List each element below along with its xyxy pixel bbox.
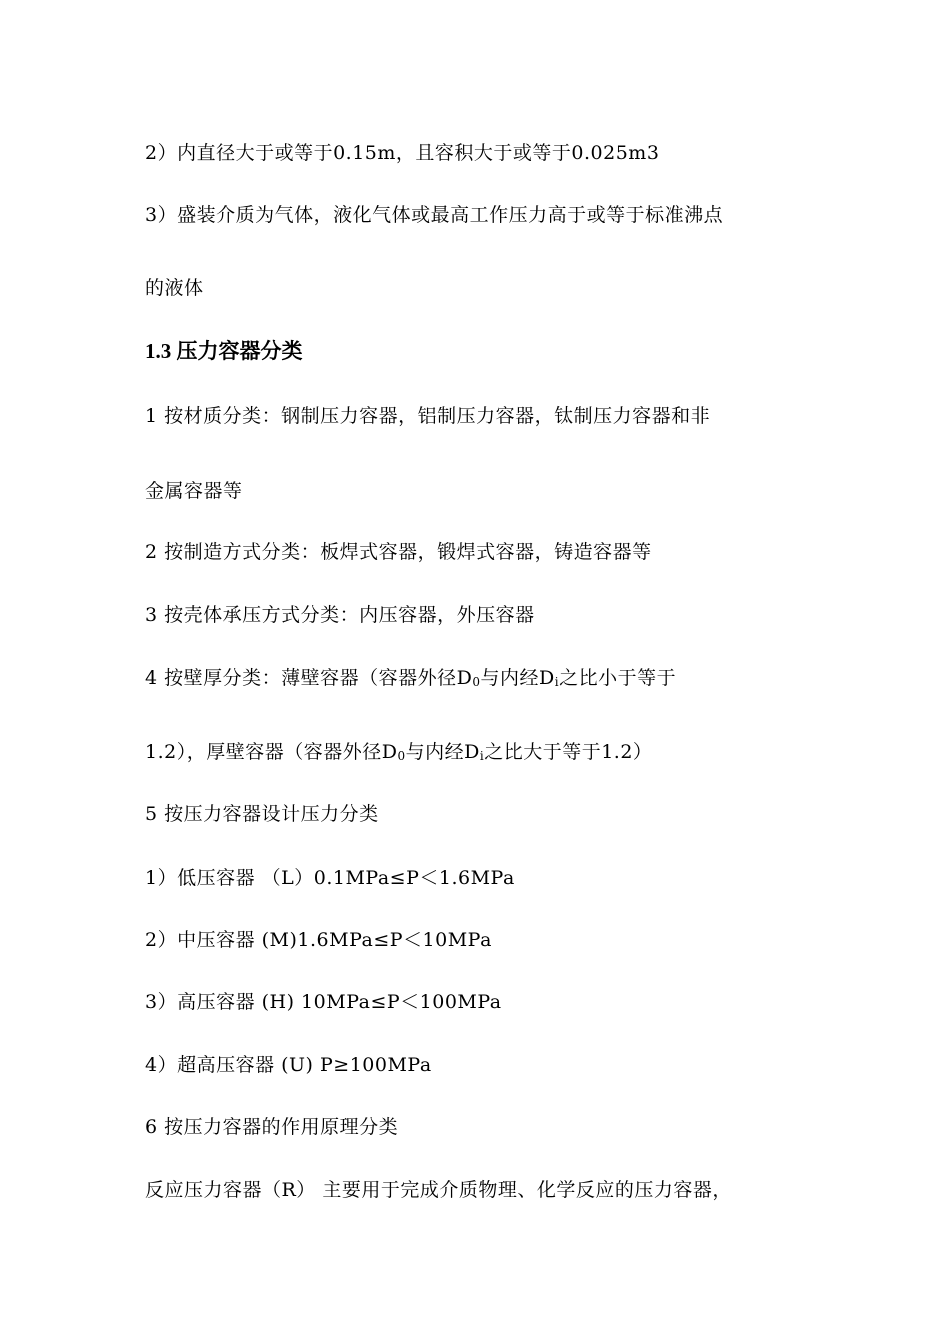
text-segment: 之比小于等于 [559,667,677,689]
text-segment: 1.2），厚壁容器（容器外径 [145,741,382,763]
text-line-medium-pressure: 2）中压容器 (M)1.6MPa≤P＜10MPa [145,929,492,951]
text-line-medium-gas: 3）盛装介质为气体，液化气体或最高工作压力高于或等于标准沸点 [145,204,724,226]
text-line-nonmetal: 金属容器等 [145,480,243,502]
text-line-by-design-pressure: 5 按压力容器设计压力分类 [145,803,379,825]
text-segment: 之比大于等于1.2） [484,741,653,763]
symbol-d: D [381,741,398,763]
text-segment: 与内经 [405,741,465,763]
text-line-inner-diameter: 2）内直径大于或等于0.15m，且容积大于或等于0.025m3 [145,142,660,164]
text-line-reaction-vessel: 反应压力容器（R） 主要用于完成介质物理、化学反应的压力容器， [145,1179,732,1201]
text-line-thick-wall [145,740,652,764]
subscript-0: 0 [472,675,481,689]
text-line-low-pressure: 1）低压容器 （L）0.1MPa≤P＜1.6MPa [145,867,515,889]
text-line-by-principle: 6 按压力容器的作用原理分类 [145,1116,399,1138]
text-line-by-material: 1 按材质分类：钢制压力容器，铝制压力容器，钛制压力容器和非 [145,405,711,427]
subscript-i: i [479,749,485,763]
text-line-by-manufacturing: 2 按制造方式分类：板焊式容器，锻焊式容器，铸造容器等 [145,541,652,563]
text-line-by-wall-thickness [145,666,676,690]
subscript-0: 0 [397,749,406,763]
text-segment: 4 按壁厚分类：薄壁容器（容器外径 [145,667,457,689]
text-line-liquid: 的液体 [145,277,204,299]
symbol-d: D [539,667,555,689]
section-heading: 1.3 压力容器分类 [145,339,303,363]
text-segment: 与内经 [480,667,540,689]
text-line-by-shell-pressure: 3 按壳体承压方式分类：内压容器，外压容器 [145,604,535,626]
subscript-i: i [554,675,560,689]
text-line-ultra-high-pressure: 4）超高压容器 (U) P≥100MPa [145,1054,432,1076]
symbol-d: D [456,667,473,689]
text-line-high-pressure: 3）高压容器 (H) 10MPa≤P＜100MPa [145,991,502,1013]
symbol-d: D [464,741,480,763]
